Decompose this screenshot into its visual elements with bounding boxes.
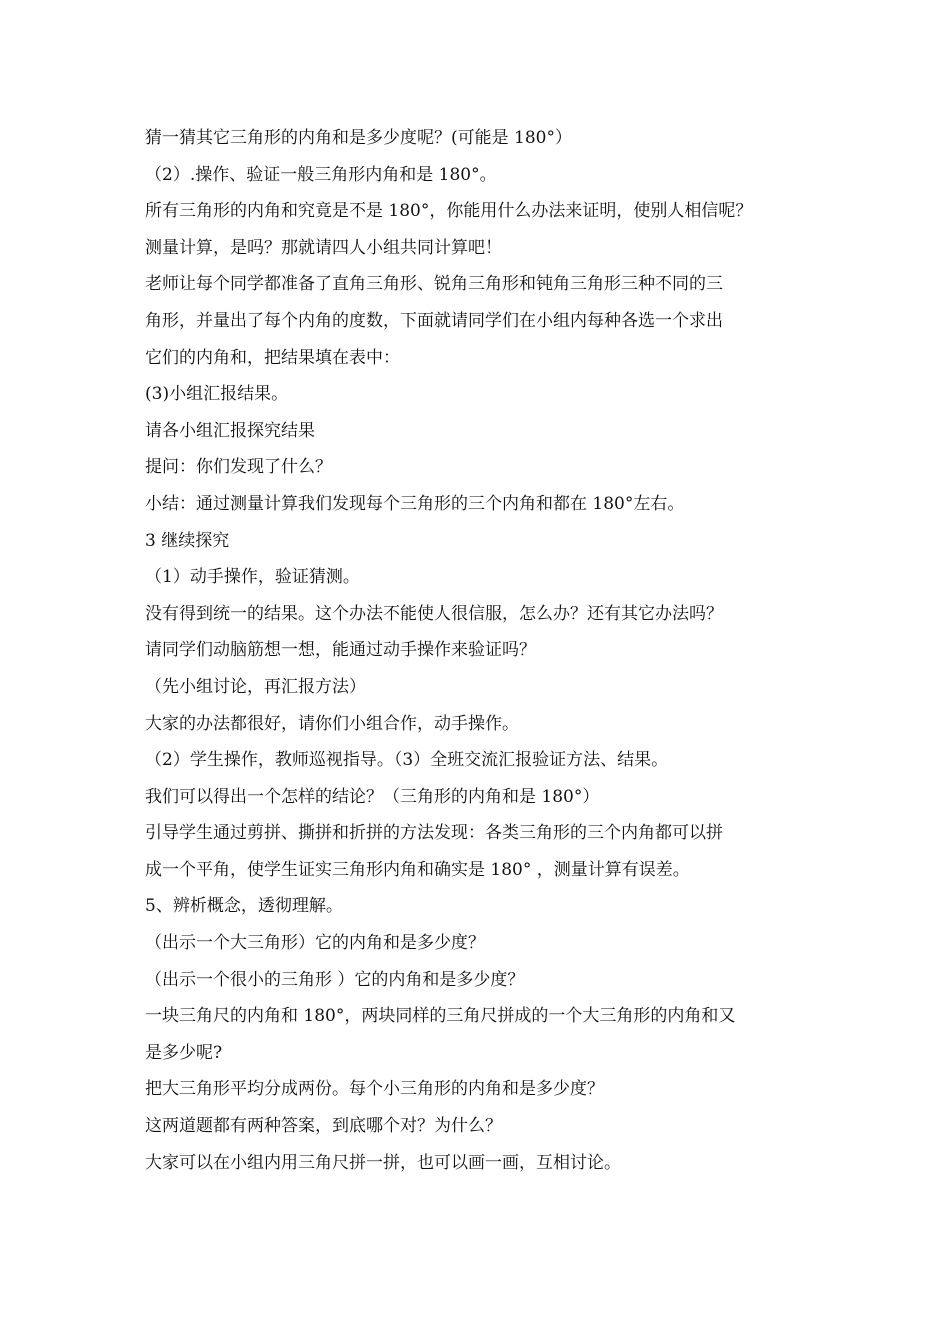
- text-line: （先小组讨论，再汇报方法）: [145, 676, 366, 697]
- text-line: 所有三角形的内角和究竟是不是 180°，你能用什么办法来证明，使别人相信呢？: [145, 201, 753, 222]
- text-line: 猜一猜其它三角形的内角和是多少度呢？(可能是 180°）: [145, 128, 572, 148]
- text-line: 老师让每个同学都准备了直角三角形、锐角三角形和钝角三角形三种不同的三: [145, 274, 723, 295]
- text-line: 是多少呢?: [145, 1042, 223, 1063]
- text-line: 一块三角尺的内角和 180°，两块同样的三角尺拼成的一个大三角形的内角和又: [145, 1006, 736, 1027]
- text-line: 请同学们动脑筋想一想，能通过动手操作来验证吗？: [145, 640, 536, 661]
- text-line: 请各小组汇报探究结果: [145, 420, 315, 441]
- section-heading: 5、辨析概念，透彻理解。: [145, 896, 343, 917]
- section-heading: 3 继续探究: [145, 530, 230, 551]
- text-line: （1）动手操作，验证猜测。: [145, 567, 360, 588]
- text-line: 提问：你们发现了什么？: [145, 457, 332, 478]
- text-line: 把大三角形平均分成两份。每个小三角形的内角和是多少度？: [145, 1079, 604, 1100]
- text-line: 引导学生通过剪拼、撕拼和折拼的方法发现：各类三角形的三个内角都可以拼: [145, 823, 723, 844]
- document-body: [145, 120, 825, 1181]
- text-line: 测量计算，是吗？那就请四人小组共同计算吧！: [145, 237, 502, 258]
- text-line: （出示一个大三角形）它的内角和是多少度？: [145, 933, 485, 954]
- text-line: 小结：通过测量计算我们发现每个三角形的三个内角和都在 180°左右。: [145, 493, 685, 514]
- text-line: (3)小组汇报结果。: [145, 384, 289, 405]
- text-line: （2）.操作、验证一般三角形内角和是 180°。: [145, 164, 497, 185]
- text-line: 我们可以得出一个怎样的结论？（三角形的内角和是 180°）: [145, 786, 600, 807]
- text-line: 大家的办法都很好，请你们小组合作，动手操作。: [145, 713, 519, 734]
- text-line: 成一个平角，使学生证实三角形内角和确实是 180° ，测量计算有误差。: [145, 859, 690, 880]
- text-line: （2）学生操作，教师巡视指导。（3）全班交流汇报验证方法、结果。: [145, 750, 669, 771]
- text-line: 大家可以在小组内用三角尺拼一拼，也可以画一画，互相讨论。: [145, 1152, 621, 1173]
- text-line: 它们的内角和，把结果填在表中：: [145, 347, 400, 368]
- text-line: （出示一个很小的三角形 ）它的内角和是多少度？: [145, 969, 525, 990]
- text-line: 没有得到统一的结果。这个办法不能使人很信服，怎么办？还有其它办法吗？: [145, 603, 723, 624]
- text-line: 角形，并量出了每个内角的度数，下面就请同学们在小组内每种各选一个求出: [145, 310, 723, 331]
- text-line: 这两道题都有两种答案，到底哪个对？为什么？: [145, 1116, 502, 1137]
